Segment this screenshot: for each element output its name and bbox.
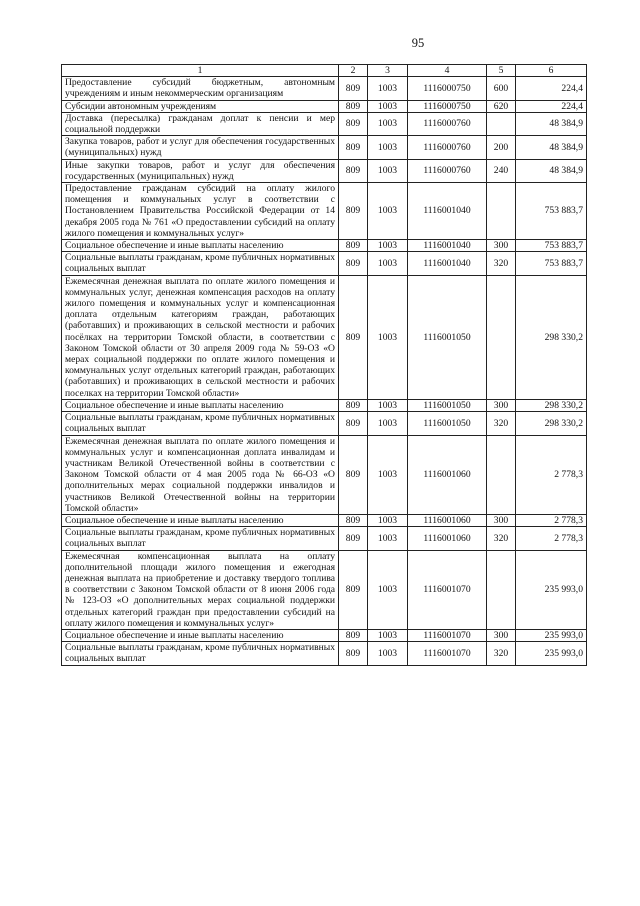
- row-expense-type: 240: [487, 159, 516, 182]
- budget-table: [61, 64, 587, 666]
- row-section: 1003: [368, 412, 408, 435]
- row-code-809: 809: [339, 629, 368, 641]
- row-section: 1003: [368, 629, 408, 641]
- column-header: 6: [516, 65, 587, 77]
- table-row: [62, 629, 587, 641]
- row-target-article: 1116001050: [408, 412, 487, 435]
- page-number: 95: [411, 36, 425, 50]
- row-section: 1003: [368, 240, 408, 252]
- row-name: Иные закупки товаров, работ и услуг для обеспечения государственных (муниципальных) нужд: [62, 159, 339, 182]
- row-amount: 48 384,9: [516, 159, 587, 182]
- row-name: Социальное обеспечение и иные выплаты населению: [62, 399, 339, 411]
- row-amount: 48 384,9: [516, 136, 587, 159]
- table-row: [62, 240, 587, 252]
- table-row: [62, 514, 587, 526]
- row-amount: 298 330,2: [516, 399, 587, 411]
- row-expense-type: [487, 550, 516, 629]
- row-expense-type: 620: [487, 100, 516, 112]
- row-section: 1003: [368, 183, 408, 240]
- row-amount: 298 330,2: [516, 412, 587, 435]
- column-header: 3: [368, 65, 408, 77]
- table-row: [62, 159, 587, 182]
- row-section: 1003: [368, 275, 408, 399]
- row-amount: 2 778,3: [516, 514, 587, 526]
- table-row: [62, 112, 587, 135]
- row-code-809: 809: [339, 183, 368, 240]
- table-row: [62, 399, 587, 411]
- row-expense-type: 300: [487, 399, 516, 411]
- table-row: [62, 642, 587, 665]
- row-expense-type: 320: [487, 527, 516, 550]
- row-code-809: 809: [339, 112, 368, 135]
- row-amount: 2 778,3: [516, 527, 587, 550]
- row-amount: 224,4: [516, 77, 587, 100]
- row-expense-type: 300: [487, 514, 516, 526]
- row-target-article: 1116001040: [408, 252, 487, 275]
- row-name: Предоставление субсидий бюджетным, автономным учреждениям и иным некоммерческим организациям: [62, 77, 339, 100]
- row-amount: 235 993,0: [516, 642, 587, 665]
- row-section: 1003: [368, 100, 408, 112]
- row-amount: 753 883,7: [516, 252, 587, 275]
- row-code-809: 809: [339, 159, 368, 182]
- row-expense-type: 320: [487, 252, 516, 275]
- row-target-article: 1116001070: [408, 629, 487, 641]
- row-section: 1003: [368, 252, 408, 275]
- row-section: 1003: [368, 514, 408, 526]
- row-name: Ежемесячная денежная выплата по оплате жилого помещения и коммунальных услуг, денежная компенсация расходов на оплату жилого помещения и коммунальных услуг и компенсационная доплата отдельным категориям граждан, работающих (работавших) и проживающих в сельской местности и рабочих посёлках на территории Томской области, в соответствии с Законом Томской области от 30 апреля 2009 года № 59-ОЗ «О мерах социальной поддержки по оплате жилого помещения и коммунальных услуг отдельных категорий граждан, работающих (работавших) и проживающих в сельской местности и рабочих поселках на территории Томской области»: [62, 275, 339, 399]
- row-name: Социальное обеспечение и иные выплаты населению: [62, 629, 339, 641]
- row-name: Социальные выплаты гражданам, кроме публичных нормативных социальных выплат: [62, 252, 339, 275]
- table-row: [62, 183, 587, 240]
- row-name: Предоставление гражданам субсидий на оплату жилого помещения и коммунальных услуг в соответствии с Постановлением Правительства Российской Федерации от 14 декабря 2005 года № 761 «О предоставлении субсидий на оплату жилого помещения и коммунальных услуг»: [62, 183, 339, 240]
- table-row: [62, 136, 587, 159]
- row-expense-type: 300: [487, 240, 516, 252]
- row-code-809: 809: [339, 77, 368, 100]
- row-amount: 235 993,0: [516, 629, 587, 641]
- row-expense-type: [487, 275, 516, 399]
- column-header: 4: [408, 65, 487, 77]
- row-name: Социальное обеспечение и иные выплаты населению: [62, 514, 339, 526]
- row-target-article: 1116001060: [408, 514, 487, 526]
- row-code-809: 809: [339, 435, 368, 514]
- row-section: 1003: [368, 159, 408, 182]
- row-section: 1003: [368, 435, 408, 514]
- row-section: 1003: [368, 77, 408, 100]
- table-row: [62, 527, 587, 550]
- row-target-article: 1116000750: [408, 100, 487, 112]
- row-expense-type: 320: [487, 642, 516, 665]
- row-target-article: 1116001070: [408, 550, 487, 629]
- row-name: Ежемесячная компенсационная выплата на оплату дополнительной площади жилого помещения и ежегодная денежная выплата на приобретение и доставку твердого топлива в соответствии с Законом Томской области от 8 июня 2006 года № 123-ОЗ «О дополнительных мерах социальной поддержки отдельных категорий граждан при предоставлении субсидий на оплату жилого помещения и коммунальных услуг»: [62, 550, 339, 629]
- column-header: 5: [487, 65, 516, 77]
- row-amount: 753 883,7: [516, 240, 587, 252]
- row-code-809: 809: [339, 412, 368, 435]
- row-name: Социальные выплаты гражданам, кроме публичных нормативных социальных выплат: [62, 412, 339, 435]
- row-expense-type: 200: [487, 136, 516, 159]
- table-row: [62, 435, 587, 514]
- row-amount: 2 778,3: [516, 435, 587, 514]
- row-name: Социальные выплаты гражданам, кроме публичных нормативных социальных выплат: [62, 642, 339, 665]
- row-expense-type: [487, 112, 516, 135]
- row-target-article: 1116000760: [408, 136, 487, 159]
- row-expense-type: 600: [487, 77, 516, 100]
- row-code-809: 809: [339, 527, 368, 550]
- column-header: 1: [62, 65, 339, 77]
- row-target-article: 1116001040: [408, 183, 487, 240]
- row-name: Социальные выплаты гражданам, кроме публичных нормативных социальных выплат: [62, 527, 339, 550]
- row-target-article: 1116001060: [408, 435, 487, 514]
- row-name: Социальное обеспечение и иные выплаты населению: [62, 240, 339, 252]
- row-amount: 235 993,0: [516, 550, 587, 629]
- row-code-809: 809: [339, 100, 368, 112]
- row-expense-type: [487, 183, 516, 240]
- row-name: Субсидии автономным учреждениям: [62, 100, 339, 112]
- row-name: Закупка товаров, работ и услуг для обеспечения государственных (муниципальных) нужд: [62, 136, 339, 159]
- table-row: [62, 550, 587, 629]
- table-row: [62, 275, 587, 399]
- row-code-809: 809: [339, 240, 368, 252]
- table-row: [62, 77, 587, 100]
- row-target-article: 1116001050: [408, 399, 487, 411]
- row-name: Доставка (пересылка) гражданам доплат к пенсии и мер социальной поддержки: [62, 112, 339, 135]
- row-section: 1003: [368, 136, 408, 159]
- row-amount: 48 384,9: [516, 112, 587, 135]
- row-target-article: 1116001050: [408, 275, 487, 399]
- table-row: [62, 252, 587, 275]
- row-code-809: 809: [339, 399, 368, 411]
- row-code-809: 809: [339, 252, 368, 275]
- row-code-809: 809: [339, 514, 368, 526]
- row-section: 1003: [368, 112, 408, 135]
- row-code-809: 809: [339, 642, 368, 665]
- table-row: [62, 100, 587, 112]
- row-target-article: 1116001070: [408, 642, 487, 665]
- row-section: 1003: [368, 550, 408, 629]
- row-code-809: 809: [339, 136, 368, 159]
- row-name: Ежемесячная денежная выплата по оплате жилого помещения и коммунальных услуг и компенсационная доплата инвалидам и участникам Великой Отечественной войны в соответствии с Законом Томской области от 4 мая 2005 года № 66-ОЗ «О дополнительных мерах социальной поддержки инвалидов и участников Великой Отечественной войны на территории Томской области»: [62, 435, 339, 514]
- row-target-article: 1116000750: [408, 77, 487, 100]
- row-code-809: 809: [339, 550, 368, 629]
- row-section: 1003: [368, 527, 408, 550]
- row-section: 1003: [368, 642, 408, 665]
- header-row: [62, 65, 587, 77]
- row-target-article: 1116001040: [408, 240, 487, 252]
- row-target-article: 1116001060: [408, 527, 487, 550]
- row-amount: 753 883,7: [516, 183, 587, 240]
- row-expense-type: 300: [487, 629, 516, 641]
- row-section: 1003: [368, 399, 408, 411]
- row-target-article: 1116000760: [408, 159, 487, 182]
- table-row: [62, 412, 587, 435]
- row-code-809: 809: [339, 275, 368, 399]
- row-amount: 298 330,2: [516, 275, 587, 399]
- column-header: 2: [339, 65, 368, 77]
- row-target-article: 1116000760: [408, 112, 487, 135]
- row-amount: 224,4: [516, 100, 587, 112]
- row-expense-type: [487, 435, 516, 514]
- row-expense-type: 320: [487, 412, 516, 435]
